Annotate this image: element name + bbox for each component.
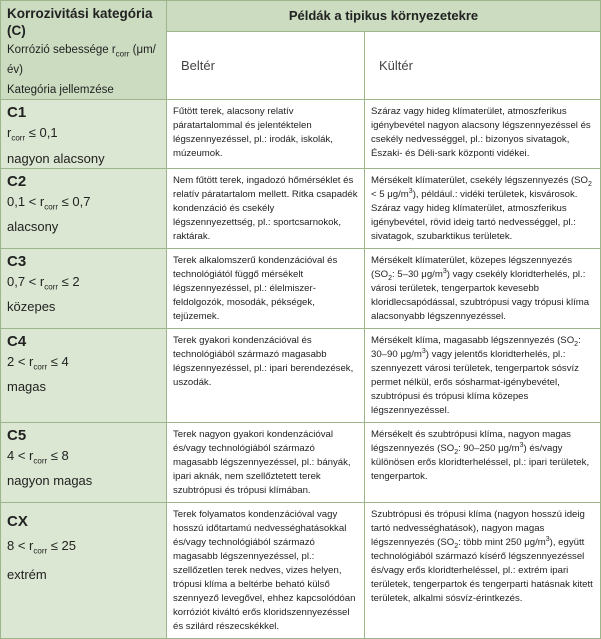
header-indoor-label: Beltér: [181, 57, 215, 73]
table-row: [1, 328, 601, 422]
outdoor-example-text: Mérsékelt klíma, magasabb légszennyezés ($SO_2$: 30–90 $\mu g/m^3$) vagy jelentős kloridterhelés, pl.: szennyezett városi területek, tengerpartok sósvíz permet nélkül, erős sósharmat-igénybevétel, szubtrópusi és trópusi klíma közepes légszennyezéssel.: [371, 334, 581, 416]
outdoor-example-text: Szubtrópusi és trópusi klíma (nagyon hosszú ideig tartó nedvességhatások), nagyon magas légszennyezés ($SO_2$: több mint 250 $\mu g/m^3$), együtt technológiából származó kísérő légszennyezéssel és/vagy erős kloridterheléssel, pl.: extrém ipari területek, tengerpartok és tengerparti hatásnak kitett területek, alkalmi sósvíz-érintkezés.: [371, 508, 593, 604]
outdoor-example-cell: [365, 422, 601, 502]
table-row: [1, 422, 601, 502]
category-cell: [1, 422, 167, 502]
indoor-example-cell: [167, 422, 365, 502]
category-cell: [1, 168, 167, 248]
table-row: [1, 248, 601, 328]
category-cell: [1, 502, 167, 638]
outdoor-example-text: Mérsékelt klímaterület, közepes légszennyezés ($SO_2$: 5–30 $\mu g/m^3$) vagy csekély kloridterhelés, pl.: városi területek, tengerpartok kevesebb kloridlecsapódással, szubtrópusi vagy trópusi klíma alacsonyabb légszennyezéssel.: [371, 254, 590, 322]
category-name: alacsony: [7, 219, 59, 235]
indoor-example-text: Terek nagyon gyakori kondenzációval és/vagy technológiából származó magasabb légszennyezéssel, pl.: bányák, ipari aknák, nem szellőztetett terek szubtrópusi és trópusi klímában.: [173, 428, 351, 496]
indoor-example-cell: [167, 168, 365, 248]
header-category-title: Korrozivitási kategória (C): [7, 6, 153, 38]
category-cell: [1, 100, 167, 169]
table-row: [1, 168, 601, 248]
indoor-example-text: Terek folyamatos kondenzációval vagy hosszú időtartamú nedvességhatásokkal és/vagy technológiából származó magasabb légszennyezéssel, pl.: szellőzetlen terek nedves, vizes helyen, trópusi klíma a beltérbe beható külső szennyező levegővel, ehhez kapcsolódóan korróziót kiváltó erős kloridszennyezéssel és szilárd részecskékkel.: [173, 508, 356, 632]
outdoor-example-cell: [365, 248, 601, 328]
outdoor-example-cell: [365, 502, 601, 638]
category-code: CX: [7, 512, 28, 530]
header-rate-label: Korrózió sebessége $r_{corr}$ (μm/év): [7, 44, 156, 77]
category-range: $8 < r_{corr} \le 25$: [7, 537, 76, 556]
indoor-example-text: Terek gyakori kondenzációval és technológiából származó magasabb légszennyezéssel, pl.: ipari berendezések, uszodák.: [173, 334, 354, 388]
category-range: $2 < r_{corr} \le 4$: [7, 353, 69, 372]
outdoor-example-cell: [365, 328, 601, 422]
header-description-label: Kategória jellemzése: [7, 84, 114, 97]
indoor-example-text: Terek alkalomszerű kondenzációval és technológiától függő mérsékelt légszennyezéssel, pl.: élelmiszer-feldolgozók, mosodák, pékségek, tejüzemek.: [173, 254, 338, 322]
header-examples-title: Példák a tipikus környezetekre: [288, 7, 479, 23]
indoor-example-cell: [167, 502, 365, 638]
category-range: $r_{corr} \le 0,1$: [7, 125, 58, 143]
outdoor-example-cell: [365, 100, 601, 169]
outdoor-example-text: Mérsékelt és szubtrópusi klíma, nagyon magas légszennyezés ($SO_2$: 90–250 $\mu g/m^3$) és/vagy különösen erős kloridterheléssel, pl.: ipari területek, tengerpartok.: [371, 428, 590, 482]
category-code: C2: [7, 172, 27, 190]
category-code: C1: [7, 104, 27, 122]
header-outdoor-cell: [365, 31, 601, 99]
header-outdoor-label: Kültér: [379, 57, 413, 73]
category-range: $4 < r_{corr} \le 8$: [7, 447, 69, 466]
category-name: magas: [7, 379, 47, 395]
table-row: [1, 100, 601, 169]
category-cell: [1, 248, 167, 328]
indoor-example-text: Fűtött terek, alacsony relatív páratartalommal és jelentéktelen légszennyezéssel, pl.: irodák, iskolák, múzeumok.: [173, 106, 333, 160]
category-range: $0,1 < r_{corr} \le 0,7$: [7, 193, 91, 212]
category-code: C4: [7, 332, 27, 350]
indoor-example-cell: [167, 248, 365, 328]
category-range: $0,7 < r_{corr} \le 2$: [7, 273, 80, 292]
category-cell: [1, 328, 167, 422]
table-row: [1, 502, 601, 638]
category-name: közepes: [7, 299, 56, 315]
category-code: C3: [7, 252, 27, 270]
category-code: C5: [7, 426, 27, 444]
header-indoor-cell: [167, 31, 365, 99]
header-examples-cell: [167, 1, 601, 32]
outdoor-example-text: Mérsékelt klímaterület, csekély légszennyezés ($SO_2 < 5$ $\mu g/m^3$), például.: vidéki területek, kisvárosok. Száraz vagy hideg klímaterület, atmoszferikus igénybevétel, rövid ideig tartó nedvességgel, pl.: sivatagok, szubarktikus területek.: [371, 174, 592, 242]
header-category-cell: [1, 1, 167, 100]
outdoor-example-cell: [365, 168, 601, 248]
indoor-example-cell: [167, 100, 365, 169]
category-name: extrém: [7, 567, 47, 583]
category-name: nagyon magas: [7, 473, 93, 489]
category-name: nagyon alacsony: [7, 150, 105, 166]
indoor-example-text: Nem fűtött terek, ingadozó hőmérséklet és relatív páratartalom mellett. Ritka csapadék kondenzáció és csekély légszennyezettség, pl.: sportcsarnokok, raktárak.: [173, 174, 358, 242]
indoor-example-cell: [167, 328, 365, 422]
outdoor-example-text: Száraz vagy hideg klímaterület, atmoszferikus igénybevétel nagyon alacsony légszennyezéssel és csekély nedvességgel, pl.: bizonyos sivatagok, Északi- és Déli-sark központi vidékei.: [371, 106, 591, 160]
